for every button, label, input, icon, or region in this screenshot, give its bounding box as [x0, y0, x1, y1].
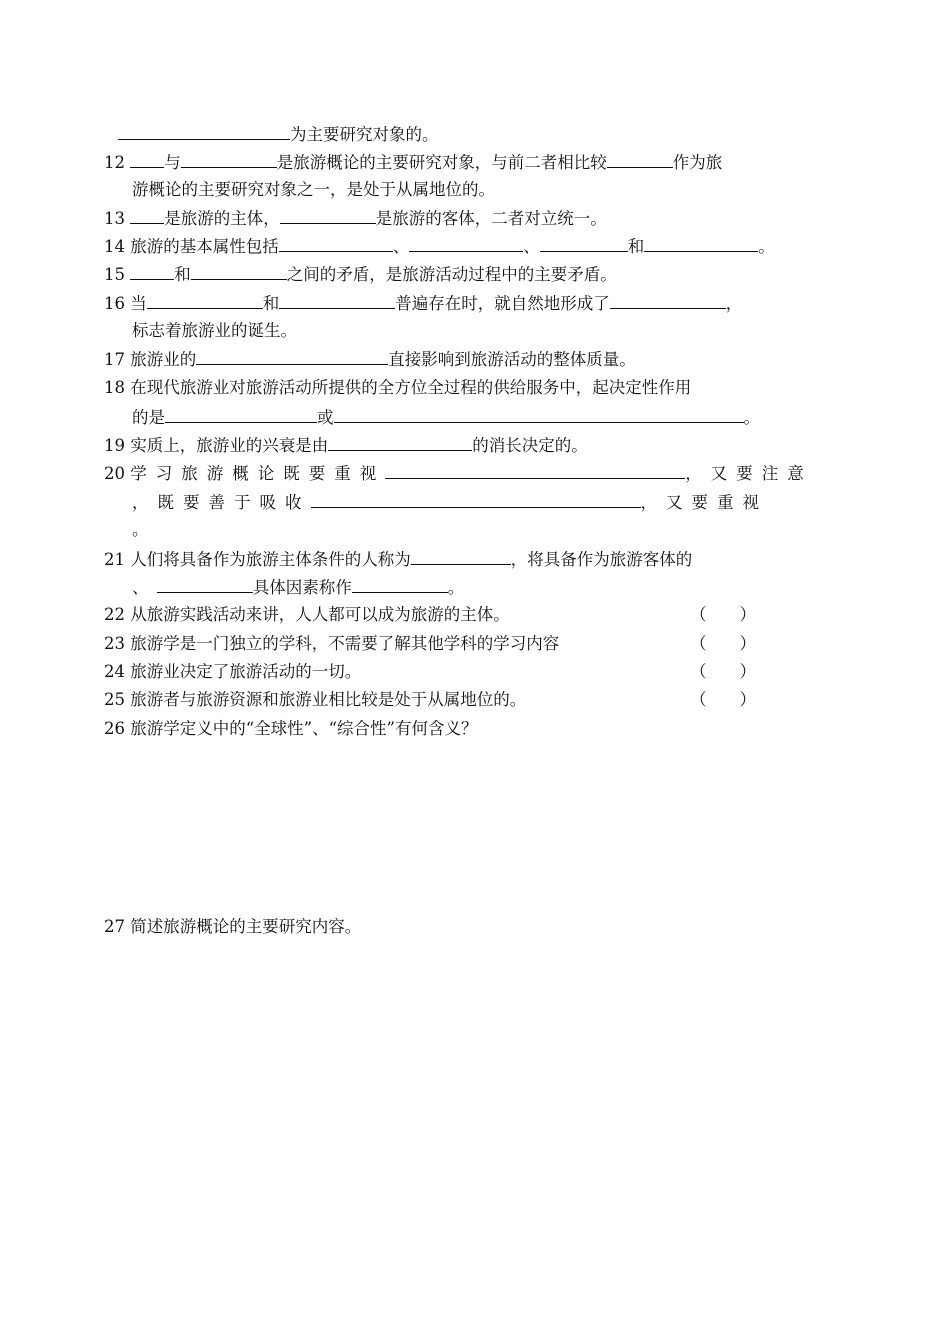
q25-line: [104, 690, 526, 712]
q18-line1: [104, 378, 691, 400]
q23-line: [104, 634, 559, 656]
blank: [279, 236, 393, 252]
q18-line2: [132, 407, 760, 429]
q17-line: [104, 349, 636, 371]
q20-line2: [132, 492, 768, 514]
q14-end: 。: [758, 237, 775, 256]
q20-text: ，又要注意: [685, 464, 813, 483]
q14-sep: 、: [523, 237, 540, 256]
q13-text: 是旅游的主体，: [164, 209, 280, 228]
q26-line: [104, 719, 478, 741]
blank: [118, 124, 290, 140]
q14-sep: 和: [627, 237, 645, 256]
q27-line: [104, 917, 361, 939]
blank: [130, 152, 164, 168]
q12-text: 与: [164, 153, 181, 172]
q16-text: 普遍存在时，就自然地形成了: [395, 294, 610, 313]
q14-number: 14: [104, 237, 131, 256]
q21-text: ，将具备作为旅游客体的: [510, 550, 693, 569]
q20-line3: 。: [132, 520, 149, 539]
blank: [385, 463, 685, 479]
blank: [352, 577, 448, 593]
q12-text: 作为旅: [672, 153, 723, 172]
q21-text: 人们将具备作为旅游主体条件的人称为: [130, 550, 411, 569]
q13-number: 13: [104, 209, 131, 228]
blank: [165, 407, 317, 423]
q12-number: 12: [104, 153, 131, 172]
q16-line1: [104, 293, 742, 315]
q23-number: 23: [104, 634, 131, 653]
q20-text: ，又要重视: [640, 493, 768, 512]
blank: [328, 435, 472, 451]
blank: [411, 549, 511, 565]
q19-text: 的消长决定的。: [472, 436, 588, 455]
q26-text: 旅游学定义中的“全球性”、“综合性”有何含义？: [130, 719, 478, 738]
q22-line: [104, 605, 510, 627]
q11-line: [118, 124, 439, 146]
blank: [409, 236, 523, 252]
q20-text: 学习旅游概论既要重视: [130, 464, 386, 483]
q19-text: 实质上，旅游业的兴衰是由: [130, 436, 329, 455]
q21-number: 21: [104, 550, 131, 569]
q16-line2: 标志着旅游业的诞生。: [132, 321, 297, 340]
q15-text: 之间的矛盾，是旅游活动过程中的主要矛盾。: [286, 265, 617, 284]
q18-text: 的是: [132, 408, 165, 427]
q11-tail: 为主要研究对象的。: [290, 125, 439, 144]
q27-number: 27: [104, 917, 131, 936]
q23-answer-paren[interactable]: （ ）: [690, 634, 756, 653]
q20-text: ，既要善于吸收: [132, 493, 311, 512]
q21-text: 具体因素称作: [252, 578, 352, 597]
q18-text: 在现代旅游业对旅游活动所提供的全方位全过程的供给服务中，起决定性作用: [130, 378, 692, 397]
q21-line1: [104, 549, 692, 571]
q21-end: 。: [447, 578, 465, 597]
q24-line: [104, 662, 361, 684]
blank: [181, 152, 277, 168]
q15-number: 15: [104, 265, 131, 284]
blank: [147, 293, 263, 309]
blank: [279, 293, 395, 309]
q21-line2: [132, 577, 464, 599]
q20-number: 20: [104, 464, 131, 483]
blank: [130, 208, 164, 224]
q22-number: 22: [104, 605, 131, 624]
q12-line1: [104, 152, 722, 174]
q14-text: 旅游的基本属性包括: [130, 237, 279, 256]
q18-number: 18: [104, 378, 131, 397]
q17-text: 直接影响到旅游活动的整体质量。: [388, 350, 636, 369]
q13-line: [104, 208, 607, 230]
q24-answer-paren[interactable]: （ ）: [690, 662, 756, 681]
q14-sep: 、: [392, 237, 410, 256]
q22-text: 从旅游实践活动来讲，人人都可以成为旅游的主体。: [130, 605, 510, 624]
q16-number: 16: [104, 294, 131, 313]
q25-number: 25: [104, 690, 131, 709]
q20-line1: [104, 463, 813, 485]
blank: [540, 236, 628, 252]
q19-line: [104, 435, 588, 457]
q24-text: 旅游业决定了旅游活动的一切。: [130, 662, 362, 681]
q18-text: 或: [317, 408, 334, 427]
q13-text: 是旅游的客体，二者对立统一。: [375, 209, 607, 228]
blank: [191, 264, 287, 280]
blank: [196, 349, 388, 365]
q12-line2: 游概论的主要研究对象之一，是处于从属地位的。: [132, 180, 495, 199]
q14-line: [104, 236, 775, 258]
q27-text: 简述旅游概论的主要研究内容。: [130, 917, 362, 936]
q21-text: 、: [132, 578, 141, 597]
q18-end: 。: [743, 408, 760, 427]
q15-line: [104, 264, 617, 286]
blank: [644, 236, 758, 252]
q15-text: 和: [174, 265, 191, 284]
q25-answer-paren[interactable]: （ ）: [690, 690, 756, 709]
q16-end: ，: [725, 294, 743, 313]
blank: [607, 152, 673, 168]
q19-number: 19: [104, 436, 131, 455]
blank: [311, 492, 641, 508]
q16-text: 和: [262, 294, 280, 313]
q24-number: 24: [104, 662, 131, 681]
blank: [157, 577, 253, 593]
blank: [610, 293, 726, 309]
q17-number: 17: [104, 350, 131, 369]
blank: [130, 264, 174, 280]
q12-text: 是旅游概论的主要研究对象，与前二者相比较: [276, 153, 607, 172]
q22-answer-paren[interactable]: （ ）: [690, 605, 756, 624]
q23-text: 旅游学是一门独立的学科，不需要了解其他学科的学习内容: [130, 634, 560, 653]
q16-text: 当: [130, 294, 147, 313]
q17-text: 旅游业的: [130, 350, 197, 369]
blank: [334, 407, 744, 423]
q25-text: 旅游者与旅游资源和旅游业相比较是处于从属地位的。: [130, 690, 527, 709]
blank: [280, 208, 376, 224]
q26-number: 26: [104, 719, 131, 738]
